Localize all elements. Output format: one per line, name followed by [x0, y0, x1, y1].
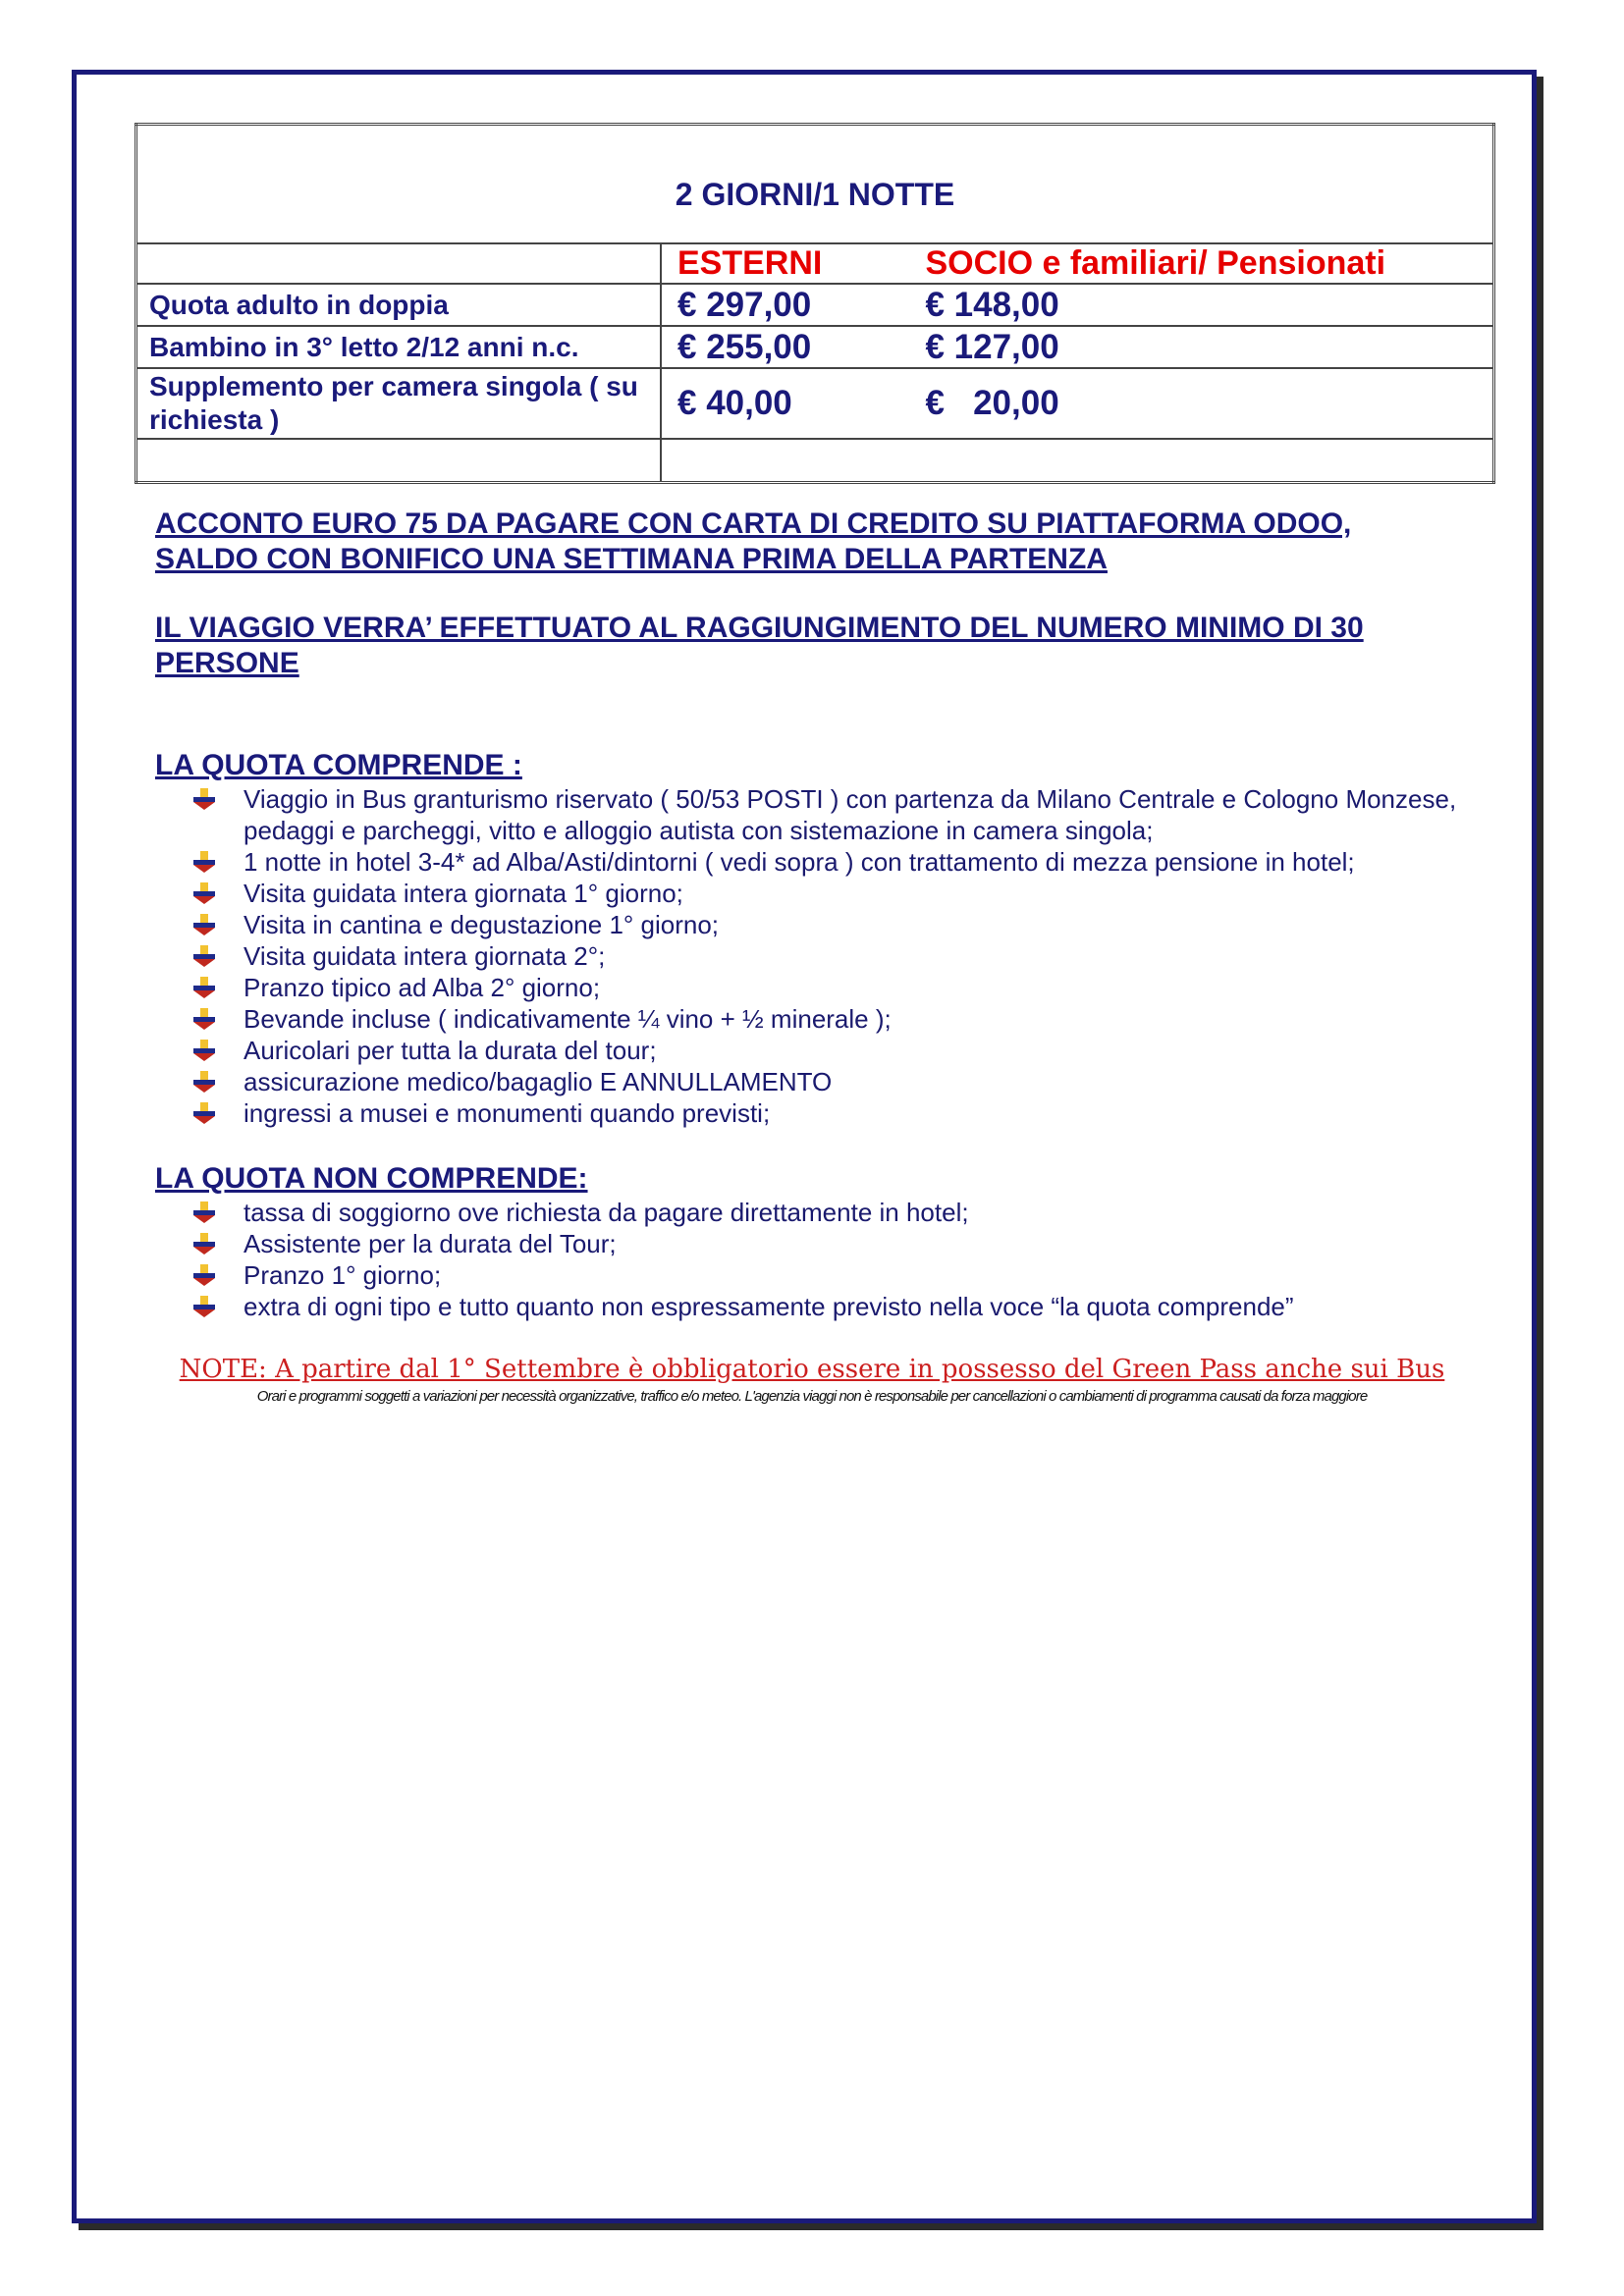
column-header-socio: SOCIO e familiari/ Pensionati: [925, 244, 1386, 282]
arrow-down-bullet-icon: [192, 1070, 216, 1094]
arrow-down-bullet-icon: [192, 1039, 216, 1062]
list-item: [192, 909, 1469, 940]
list-item-text: assicurazione medico/bagaglio E ANNULLAMENTO: [244, 1067, 833, 1096]
arrow-down-bullet-icon: [192, 1007, 216, 1031]
list-item: [192, 1097, 1469, 1129]
list-item: [192, 1259, 1469, 1291]
list-item-text: Visita guidata intera giornata 1° giorno;: [244, 879, 683, 908]
list-item: [192, 783, 1469, 846]
list-item-text: Bevande incluse ( indicativamente ¼ vino + ½ minerale );: [244, 1004, 892, 1034]
arrow-down-bullet-icon: [192, 1201, 216, 1224]
minimum-participants-notice: IL VIAGGIO VERRA’ EFFETTUATO AL RAGGIUNGIMENTO DEL NUMERO MINIMO DI 30 PERSONE: [155, 612, 1364, 679]
price-esterni: € 40,00: [677, 384, 792, 422]
list-item-text: extra di ogni tipo e tutto quanto non espressamente previsto nella voce “la quota comprende”: [244, 1292, 1294, 1321]
list-item: [192, 1035, 1469, 1066]
list-item: [192, 1291, 1469, 1322]
table-row-empty: [136, 439, 1494, 483]
arrow-down-bullet-icon: [192, 944, 216, 968]
list-item-text: Viaggio in Bus granturismo riservato ( 50/53 POSTI ) con partenza da Milano Centrale e Cologno Monzese, pedaggi e parcheggi, vitto e alloggio autista con sistemazione in camera singola;: [244, 784, 1457, 845]
row-label: Bambino in 3° letto 2/12 anni n.c.: [136, 326, 662, 368]
arrow-down-bullet-icon: [192, 913, 216, 936]
includes-list: [192, 783, 1469, 1129]
arrow-down-bullet-icon: [192, 1295, 216, 1318]
list-item: [192, 878, 1469, 909]
price-socio: € 148,00: [925, 285, 1059, 324]
price-table: [135, 123, 1495, 484]
arrow-down-bullet-icon: [192, 787, 216, 811]
arrow-down-bullet-icon: [192, 976, 216, 999]
list-item: [192, 1228, 1469, 1259]
table-title-row: [136, 125, 1494, 244]
list-item: [192, 972, 1469, 1003]
list-item-text: Auricolari per tutta la durata del tour;: [244, 1036, 657, 1065]
list-item: [192, 940, 1469, 972]
disclaimer: Orari e programmi soggetti a variazioni per necessità organizzative, traffico e/o meteo. L'agenzia viaggi non è responsabile per cancellazioni o cambiamenti di programma causati da forza maggiore: [256, 1388, 1368, 1405]
excludes-title: LA QUOTA NON COMPRENDE:: [155, 1162, 588, 1195]
excludes-list: [192, 1197, 1469, 1322]
table-title: 2 GIORNI/1 NOTTE: [136, 125, 1494, 244]
list-item-text: Visita in cantina e degustazione 1° giorno;: [244, 910, 720, 939]
arrow-down-bullet-icon: [192, 881, 216, 905]
arrow-down-bullet-icon: [192, 1101, 216, 1125]
table-row: [136, 368, 1494, 439]
table-header-row: [136, 243, 1494, 284]
deposit-notice: ACCONTO EURO 75 DA PAGARE CON CARTA DI CREDITO SU PIATTAFORMA ODOO, SALDO CON BONIFICO UNA SETTIMANA PRIMA DELLA PARTENZA: [155, 507, 1352, 575]
includes-title: LA QUOTA COMPRENDE :: [155, 749, 522, 781]
row-label: Quota adulto in doppia: [136, 284, 662, 326]
list-item: [192, 1003, 1469, 1035]
price-socio: € 20,00: [925, 384, 1059, 422]
list-item: [192, 1197, 1469, 1228]
table-row: [136, 284, 1494, 326]
list-item: [192, 1066, 1469, 1097]
list-item-text: Visita guidata intera giornata 2°;: [244, 941, 606, 971]
table-row: [136, 326, 1494, 368]
arrow-down-bullet-icon: [192, 1232, 216, 1255]
list-item-text: Pranzo tipico ad Alba 2° giorno;: [244, 973, 601, 1002]
price-esterni: € 297,00: [677, 285, 812, 324]
arrow-down-bullet-icon: [192, 850, 216, 874]
list-item: [192, 846, 1469, 878]
list-item-text: tassa di soggiorno ove richiesta da pagare direttamente in hotel;: [244, 1198, 969, 1227]
arrow-down-bullet-icon: [192, 1263, 216, 1287]
list-item-text: ingressi a musei e monumenti quando previsti;: [244, 1098, 771, 1128]
list-item-text: Assistente per la durata del Tour;: [244, 1229, 617, 1258]
price-socio: € 127,00: [925, 327, 1059, 366]
column-header-esterni: ESTERNI: [677, 244, 823, 282]
list-item-text: 1 notte in hotel 3-4* ad Alba/Asti/dintorni ( vedi sopra ) con trattamento di mezza pensione in hotel;: [244, 847, 1355, 877]
row-label: Supplemento per camera singola ( su richiesta ): [136, 368, 662, 439]
price-esterni: € 255,00: [677, 327, 812, 366]
green-pass-note: NOTE: A partire dal 1° Settembre è obbligatorio essere in possesso del Green Pass anche sui Bus: [179, 1355, 1445, 1384]
list-item-text: Pranzo 1° giorno;: [244, 1260, 442, 1290]
